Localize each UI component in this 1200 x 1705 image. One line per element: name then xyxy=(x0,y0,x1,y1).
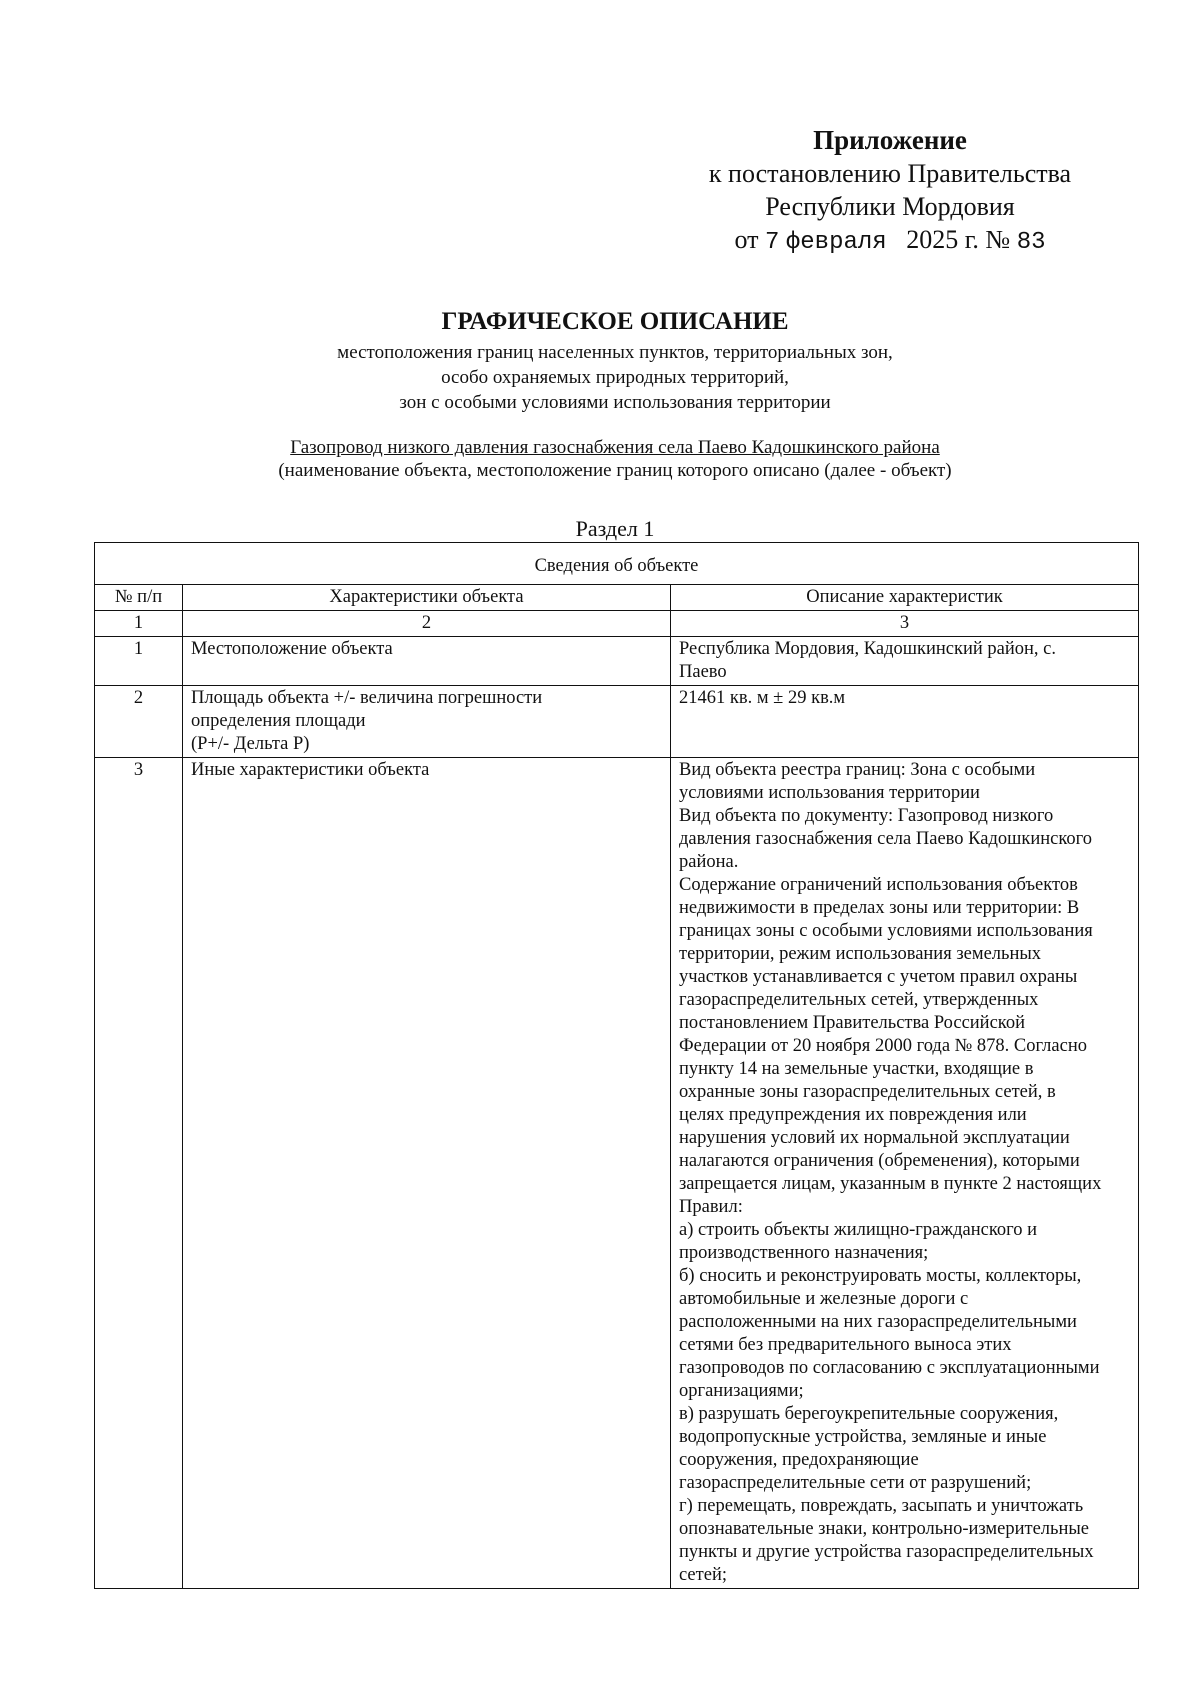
description-line: Правил: xyxy=(679,1197,743,1217)
row-characteristic xyxy=(183,758,671,1589)
description-line: нарушения условий их нормальной эксплуатации xyxy=(679,1128,1070,1148)
column-number-row xyxy=(95,611,1139,637)
description-line: участков устанавливается с учетом правил охраны xyxy=(679,967,1078,987)
document-title: ГРАФИЧЕСКОЕ ОПИСАНИЕ xyxy=(441,308,789,335)
table-caption-row xyxy=(95,543,1139,585)
description-line: газопроводов по согласованию с эксплуатационными xyxy=(679,1358,1100,1378)
description-line: Содержание ограничений использования объектов xyxy=(679,875,1078,895)
row-characteristic xyxy=(183,637,671,686)
description-line: пункту 14 на земельные участки, входящие в xyxy=(679,1059,1034,1079)
description-line: района. xyxy=(679,852,739,872)
row-description xyxy=(671,686,1139,758)
table-header-row xyxy=(95,585,1139,611)
object-name-block xyxy=(200,436,1030,482)
header-description: Описание характеристик xyxy=(671,585,1139,611)
description-line: опознавательные знаки, контрольно-измерительные xyxy=(679,1519,1089,1539)
appendix-header xyxy=(660,124,1120,259)
appendix-line-2: Республики Мордовия xyxy=(765,192,1015,221)
description-line: водопропускные устройства, земляные и иные xyxy=(679,1427,1047,1447)
row-characteristic xyxy=(183,686,671,758)
description-line: сооружения, предохраняющие xyxy=(679,1450,919,1470)
description-line: границах зоны с особыми условиями использования xyxy=(679,921,1093,941)
row-number: 3 xyxy=(95,758,183,1589)
object-name: Газопровод низкого давления газоснабжения села Паево Кадошкинского района xyxy=(290,437,940,458)
characteristic-line: Площадь объекта +/- величина погрешности xyxy=(191,688,543,708)
document-subtitle xyxy=(200,340,1030,415)
table-row xyxy=(95,758,1139,1589)
characteristic-line: (Р+/- Дельта Р) xyxy=(191,734,310,754)
subtitle-line: особо охраняемых природных территорий, xyxy=(441,367,789,388)
description-line: б) сносить и реконструировать мосты, коллекторы, xyxy=(679,1266,1082,1286)
description-line: недвижимости в пределах зоны или территории: В xyxy=(679,898,1080,918)
table-row xyxy=(95,686,1139,758)
description-line: Республика Мордовия, Кадошкинский район, с. xyxy=(679,639,1056,659)
description-line: в) разрушать берегоукрепительные сооружения, xyxy=(679,1404,1059,1424)
description-line: охранные зоны газораспределительных сетей, в xyxy=(679,1082,1056,1102)
table-row xyxy=(95,637,1139,686)
row-number: 1 xyxy=(95,637,183,686)
header-characteristic: Характеристики объекта xyxy=(183,585,671,611)
subtitle-line: местоположения границ населенных пунктов, территориальных зон, xyxy=(337,342,893,363)
description-line: газораспределительных сетей, утвержденных xyxy=(679,990,1039,1010)
description-line: условиями использования территории xyxy=(679,783,980,803)
characteristic-line: определения площади xyxy=(191,711,366,731)
section-title: Раздел 1 xyxy=(575,516,655,541)
subtitle-line: зон с особыми условиями использования территории xyxy=(399,392,831,413)
column-number: 3 xyxy=(671,611,1139,637)
description-line: 21461 кв. м ± 29 кв.м xyxy=(679,688,846,708)
order-month: февраля xyxy=(785,229,887,256)
order-prefix: от xyxy=(734,225,759,254)
description-line: целях предупреждения их повреждения или xyxy=(679,1105,1027,1125)
description-line: территории, режим использования земельных xyxy=(679,944,1042,964)
description-line: запрещается лицам, указанным в пункте 2 настоящих xyxy=(679,1174,1102,1194)
description-line: постановлением Правительства Российской xyxy=(679,1013,1025,1033)
appendix-line-1: к постановлению Правительства xyxy=(708,159,1072,188)
row-description xyxy=(671,758,1139,1589)
characteristic-line: Местоположение объекта xyxy=(191,639,393,659)
order-line xyxy=(660,223,1120,259)
description-line: давления газоснабжения села Паево Кадошкинского xyxy=(679,829,1093,849)
description-line: автомобильные и железные дороги с xyxy=(679,1289,969,1309)
description-line: Федерации от 20 ноября 2000 года № 878. Согласно xyxy=(679,1036,1087,1056)
description-line: г) перемещать, повреждать, засыпать и уничтожать xyxy=(679,1496,1084,1516)
description-line: сетей; xyxy=(679,1565,727,1585)
description-line: налагаются ограничения (обременения), которыми xyxy=(679,1151,1080,1171)
description-line: сетями без предварительного выноса этих xyxy=(679,1335,1012,1355)
order-year: 2025 г. № xyxy=(906,225,1011,254)
description-line: Паево xyxy=(679,662,727,682)
description-line: Вид объекта по документу: Газопровод низкого xyxy=(679,806,1054,826)
order-day: 7 xyxy=(764,229,780,256)
description-line: производственного назначения; xyxy=(679,1243,929,1263)
description-line: а) строить объекты жилищно-гражданского и xyxy=(679,1220,1038,1240)
description-line: пункты и другие устройства газораспределительных xyxy=(679,1542,1094,1562)
header-number: № п/п xyxy=(95,585,183,611)
row-number: 2 xyxy=(95,686,183,758)
characteristic-line: Иные характеристики объекта xyxy=(191,760,430,780)
row-description xyxy=(671,637,1139,686)
table-body xyxy=(95,637,1139,1589)
table-caption: Сведения об объекте xyxy=(95,543,1139,585)
description-line: газораспределительные сети от разрушений; xyxy=(679,1473,1032,1493)
description-line: организациями; xyxy=(679,1381,804,1401)
object-info-table xyxy=(94,542,1139,1589)
description-line: Вид объекта реестра границ: Зона с особыми xyxy=(679,760,1036,780)
column-number: 2 xyxy=(183,611,671,637)
object-name-note: (наименование объекта, местоположение границ которого описано (далее - объект) xyxy=(278,460,952,481)
column-number: 1 xyxy=(95,611,183,637)
order-number: 83 xyxy=(1016,229,1046,256)
description-line: расположенными на них газораспределительными xyxy=(679,1312,1077,1332)
appendix-title: Приложение xyxy=(813,125,967,155)
